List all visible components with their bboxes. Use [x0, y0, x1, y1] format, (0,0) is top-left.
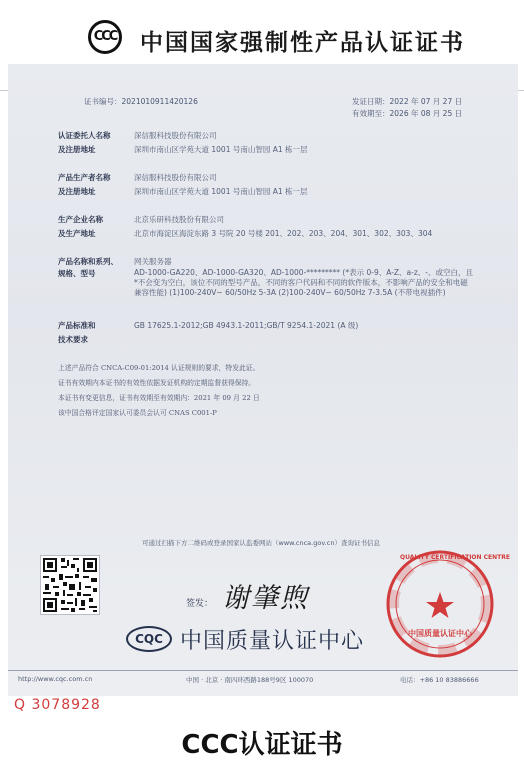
field-label: 产品标准和	[58, 321, 96, 330]
field-value: 深圳市南山区学苑大道 1001 号南山智园 A1 栋一层	[134, 145, 308, 154]
note-line: 本证书有变更信息，证书有效期至有效期内：2021 年 09 月 22 日	[58, 394, 260, 402]
footer-phone: 电话：+86 10 83886666	[400, 676, 479, 684]
field-value: 网关服务器	[134, 257, 172, 266]
qr-code-icon	[41, 556, 99, 614]
footer-url: http://www.cqc.com.cn	[18, 675, 93, 683]
field-value: 北京市海淀区海淀东路 3 号院 20 号楼 201、202、203、204、301、302、303、304	[134, 229, 433, 238]
field-value: 北京乐研科技股份有限公司	[134, 215, 224, 224]
cert-number: 证书编号：2021010911420126	[84, 97, 198, 106]
valid-until: 有效期至：2026 年 08 月 25 日	[352, 109, 463, 118]
field-label: 生产企业名称	[58, 215, 103, 224]
model-description: AD-1000-GA220、AD-1000-GA320、AD-1000-********* (*表示 0-9、A-Z、a-z、-、或空白，且*不会变为空白，该位不同的型号产品，不同的客户代码和不同的软件版本，不影响产品的安全和电磁兼容性能) (1)100-240V~ 60/50Hz 5-3A (2)100-240V~ 60/50Hz 7-3.5A (不带电视插件)	[134, 268, 473, 297]
field-value: 深信服科技股份有限公司	[134, 173, 217, 182]
field-label: 认证委托人名称	[58, 131, 111, 140]
field-value: 深圳市南山区学苑大道 1001 号南山智园 A1 栋一层	[134, 187, 308, 196]
signature-label: 签发：	[186, 599, 214, 609]
scan-note: 可通过扫描下方二维码或登录国家认监委网站（www.cnca.gov.cn）查询证书信息	[142, 539, 380, 547]
ccc-logo: CCC	[88, 20, 122, 54]
footer-address: 中国 · 北京 · 南四环西路188号9区 100070	[186, 676, 314, 684]
note-line: 该中国合格评定国家认可委员会认可 CNAS C001-P	[58, 409, 217, 417]
footer-divider	[8, 670, 518, 671]
field-label: 产品生产者名称	[58, 173, 111, 182]
qr-code	[40, 555, 100, 615]
image-caption: CCC认证证书	[181, 730, 343, 760]
field-label: 产品名称和系列、	[58, 257, 118, 266]
field-label: 及注册地址	[58, 187, 96, 196]
serial-number: Q 3078928	[14, 697, 101, 713]
issue-date: 发证日期：2022 年 07 月 27 日	[352, 97, 463, 106]
note-line: 证书有效期内本证书的有效性依据发证机构的定期监督获得保持。	[58, 379, 256, 387]
field-value: GB 17625.1-2012;GB 4943.1-2011;GB/T 9254.1-2021 (A 级)	[134, 321, 359, 330]
issuer-name: 中国质量认证中心	[180, 629, 365, 654]
certificate-title: 中国国家强制性产品认证证书	[140, 30, 465, 56]
seal-inner-text: 中国质量认证中心	[408, 629, 472, 638]
seal-icon	[384, 548, 510, 660]
cqc-logo: CQC	[126, 626, 172, 652]
note-line: 上述产品符合 CNCA-C09-01:2014 认证规则的要求，特发此证。	[58, 364, 260, 372]
signature: 谢肇煦	[222, 583, 309, 614]
field-label: 及注册地址	[58, 145, 96, 154]
field-value: 深信服科技股份有限公司	[134, 131, 217, 140]
field-label: 规格、型号	[58, 269, 96, 278]
field-label: 技术要求	[58, 335, 88, 344]
seal-outer-text: QUALITY CERTIFICATION CENTRE	[400, 554, 510, 561]
certification-seal	[384, 548, 510, 660]
field-label: 及生产地址	[58, 229, 96, 238]
